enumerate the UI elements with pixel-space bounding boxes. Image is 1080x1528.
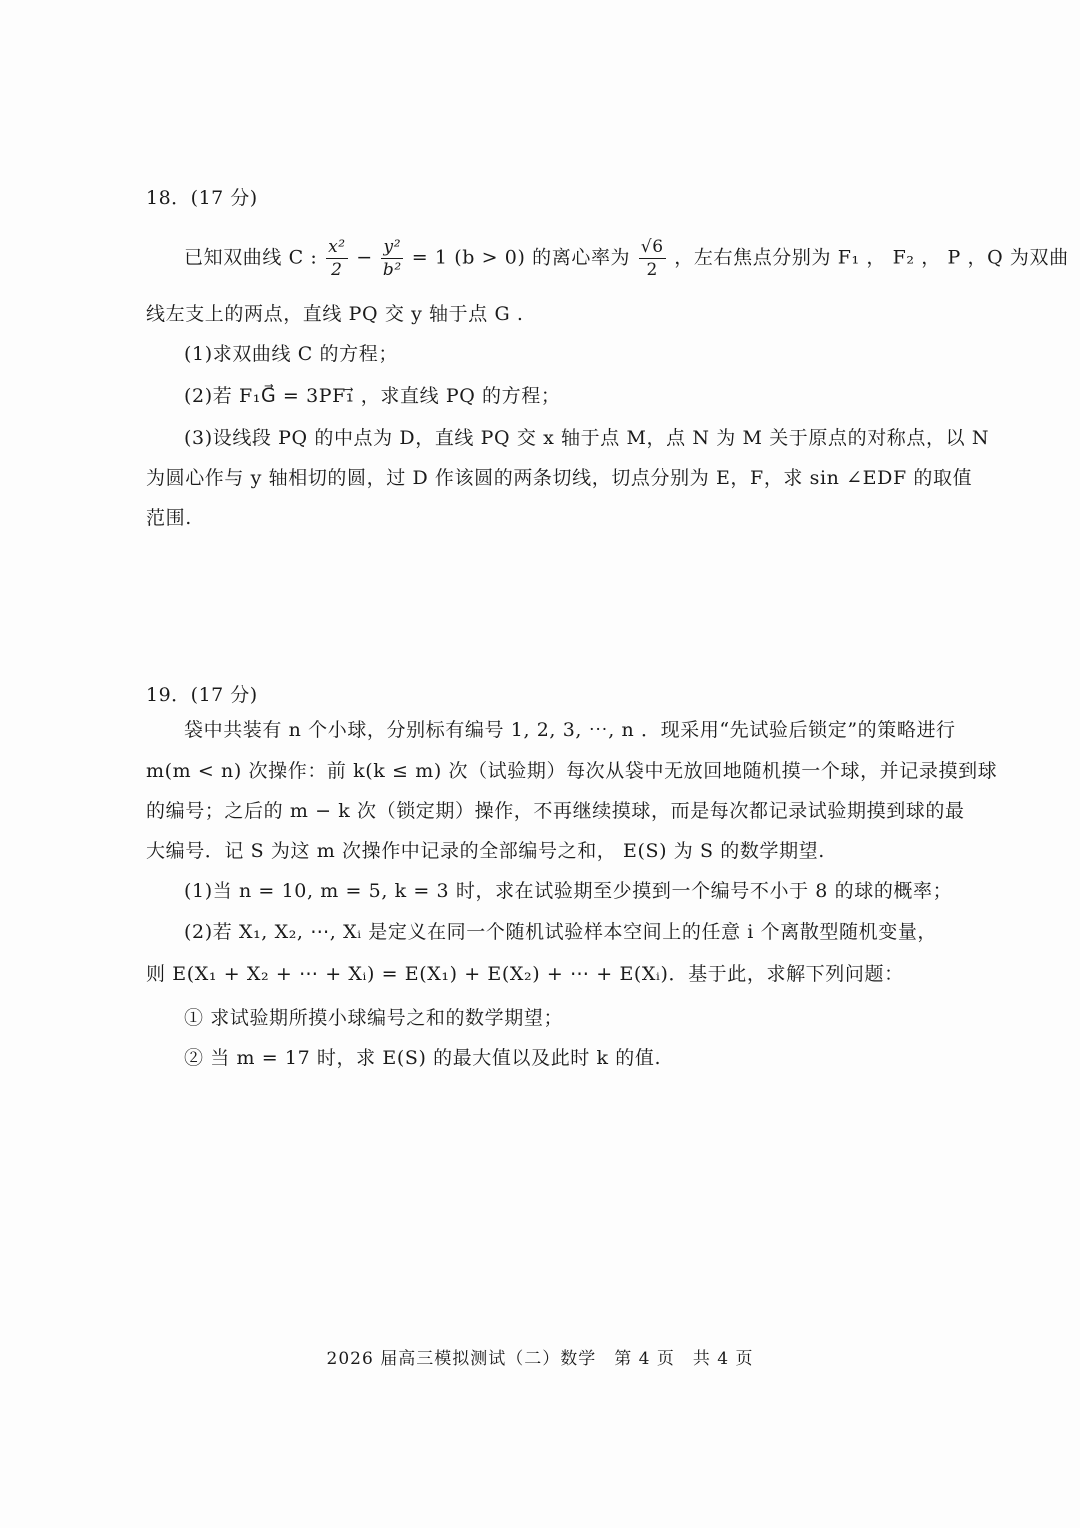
q18-line-1: 已知双曲线 C : $\frac{\text{x²}}{2}$ − $\frac{\text{y²}}{\text{b²}}$ = 1 (b > 0) 的离心率为 $\frac{√6}{2}$ ，左右焦点分别为 F₁ ， F₂ ， P ，Q 为双曲 [184,237,1069,280]
q19-part-2-line-2: 则 E(X₁ + X₂ + ⋯ + Xᵢ) = E(X₁) + E(X₂) + ⋯ + E(Xᵢ)．基于此，求解下列问题： [146,963,904,985]
q19-subpart-2: ② 当 m = 17 时，求 E(S) 的最大值以及此时 k 的值. [184,1047,662,1069]
fraction-y2-over-b2: $\frac{\text{y²}}{\text{b²}}$ [382,237,402,280]
q19-line-3: 的编号；之后的 m − k 次（锁定期）操作，不再继续摸球，而是每次都记录试验期摸到球的最 [146,800,965,822]
q18-header: 18．(17 分) [146,187,258,209]
q18-part-3-line-1: (3)设线段 PQ 的中点为 D，直线 PQ 交 x 轴于点 M，点 N 为 M 关于原点的对称点，以 N [184,427,990,449]
q18-part-3-line-3: 范围. [146,507,192,529]
q18-line-1-post: ，左右焦点分别为 F₁ ， F₂ ， P ，Q 为双曲 [667,246,1069,269]
q19-part-1: (1)当 n = 10, m = 5, k = 3 时，求在试验期至少摸到一个编号不小于 8 的球的概率； [184,880,953,902]
q18-line-2: 线左支上的两点，直线 PQ 交 y 轴于点 G . [146,303,524,325]
fraction-sqrt6-over-2: $\frac{√6}{2}$ [640,237,664,280]
q18-part-2: (2)若 F₁G⃗ = 3PF₁⃗ ，求直线 PQ 的方程； [184,385,561,407]
q18-part-3-line-2: 为圆心作与 y 轴相切的圆，过 D 作该圆的两条切线，切点分别为 E，F，求 sin ∠EDF 的取值 [146,467,973,489]
q19-header: 19．(17 分) [146,684,258,706]
q19-line-4: 大编号．记 S 为这 m 次操作中记录的全部编号之和， E(S) 为 S 的数学期望. [146,840,825,862]
page-footer: 2026 届高三模拟测试（二）数学 第 4 页 共 4 页 [326,1349,754,1369]
q19-part-2-line-1: (2)若 X₁, X₂, ⋯, Xᵢ 是定义在同一个随机试验样本空间上的任意 i 个离散型随机变量， [184,921,938,943]
q19-line-1: 袋中共装有 n 个小球，分别标有编号 1, 2, 3, ⋯, n ．现采用“先试验后锁定”的策略进行 [184,719,956,741]
q18-line-1-pre: 已知双曲线 C : [184,246,325,269]
q19-line-2: m(m < n) 次操作：前 k(k ≤ m) 次（试验期）每次从袋中无放回地随机摸一个球，并记录摸到球 [146,760,998,782]
q18-line-1-mid: = 1 (b > 0) 的离心率为 [405,246,637,269]
q19-subpart-1: ① 求试验期所摸小球编号之和的数学期望； [184,1007,564,1029]
fraction-x2-over-2: $\frac{\text{x²}}{2}$ [328,237,346,280]
q18-part-1: (1)求双曲线 C 的方程； [184,343,398,365]
